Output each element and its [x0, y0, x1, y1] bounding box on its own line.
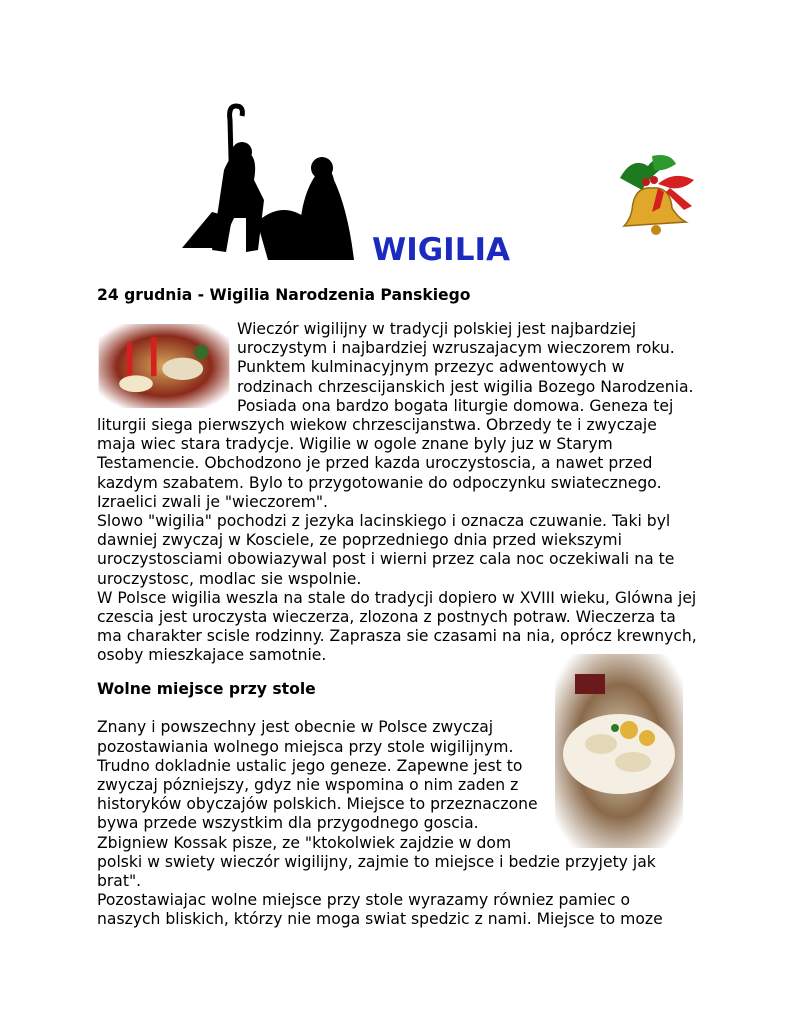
dumplings-photo [555, 654, 683, 848]
intro-section [97, 320, 697, 666]
section-2-paragraph-2: Pozostawiajac wolne miejsce przy stole wyrazamy równiez pamiec o naszych bliskich, którzy nie moga swiat spedzic z nami. Miejsce to moze [97, 891, 663, 929]
section-2 [97, 680, 697, 930]
wigilia-title-logo [370, 228, 530, 268]
christmas-table-photo [97, 324, 231, 408]
nativity-silhouette-icon [172, 100, 362, 270]
paragraph-2: Slowo "wigilia" pochodzi z jezyka lacinskiego i oznacza czuwanie. Taki byl dawniej zwyczaj w Kosciele, ze poprzedniego dnia przed wiekszymi uroczystosciami obowiazywal post i wierni przez cala noc oczekiwali na te uroczystosc, modlac sie wspolnie. [97, 512, 675, 588]
svg-text:WIGILIA: WIGILIA [372, 232, 510, 268]
section-2-heading: Wolne miejsce przy stole [97, 680, 316, 698]
intro-paragraph: Wieczór wigilijny w tradycji polskiej jest najbardziej uroczystym i najbardziej wzruszajacym wieczorem roku. Punktem kulminacyjnym przezyc adwentowych w rodzinach chrzescijanskich jest wigilia Bozego Narodzenia. Posiada ona bardzo bogata liturgie domowa. Geneza tej liturgii siega pierwszych wiekow chrzescijanstwa. Obrzedy te i zwyczaje maja wiec stara tradycje. Wigilie w ogole znane byly juz w Starym Testamencie. Obchodzono je przed kazda uroczystoscia, a nawet przed kazdym szabatem. Bylo to przygotowanie do odpoczynku swiatecznego. Izraelici zwali je "wieczorem". [97, 320, 694, 511]
christmas-bell-icon [612, 150, 704, 242]
section-2-paragraph-1: Znany i powszechny jest obecnie w Polsce zwyczaj pozostawiania wolnego miejsca przy stole wigilijnym. Trudno dokladnie ustalic jego geneze. Zapewne jest to zwyczaj pózniejszy, gdyz nie wspomina o nim zaden z historyków obyczajów polskich. Miejsce to przeznaczone bywa przede wszystkim dla przygodnego goscia. Zbigniew Kossak pisze, ze "ktokolwiek zajdzie w dom polski w swiety wieczór wigilijny, zajmie to miejsce i bedzie przyjety jak brat". [97, 718, 656, 891]
paragraph-3: W Polsce wigilia weszla na stale do tradycji dopiero w XVIII wieku, Glówna jej czescia jest uroczysta wieczerza, zlozona z postnych potraw. Wieczerza ta ma charakter scisle rodzinny. Zaprasza sie czasami na nia, oprócz krewnych, osoby mieszkajace samotnie. [97, 588, 697, 665]
page-heading: 24 grudnia - Wigilia Narodzenia Panskiego [97, 286, 471, 304]
